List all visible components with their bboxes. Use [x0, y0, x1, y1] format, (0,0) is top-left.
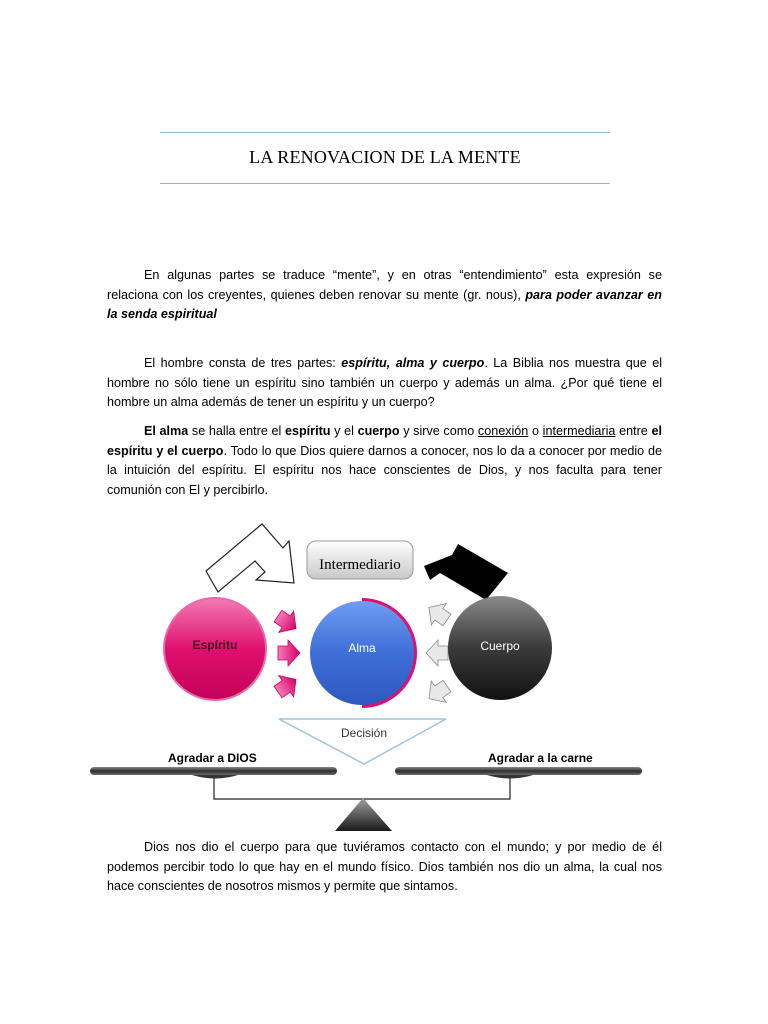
scale-fulcrum [335, 798, 392, 831]
left-scale-bar [90, 767, 337, 775]
decision-label: Decisión [340, 726, 388, 740]
paragraph-4: Dios nos dio el cuerpo para que tuviéramos contacto con el mundo; y por medio de él podemos percibir todo lo que hay en el mundo físico. Dios también nos dio un alma, la cual nos hace conscientes de nosotros mismos y permite que sintamos. [107, 840, 662, 893]
outline-arrow-left [206, 524, 294, 592]
intermediario-label: Intermediario [319, 557, 401, 573]
black-arrow-right [424, 544, 508, 600]
pink-arrows [271, 605, 304, 702]
page-title: LA RENOVACION DE LA MENTE [249, 147, 521, 167]
cuerpo-label: Cuerpo [480, 639, 520, 653]
paragraph-2: El hombre consta de tres partes: espíritu, alma y cuerpo. La Biblia nos muestra que el hombre no sólo tiene un espíritu sino también un cuerpo y además un alma. ¿Por qué tiene el hombre un alma además de tener un espíritu y un cuerpo? [107, 356, 662, 409]
scale-beam [214, 778, 510, 799]
alma-label: Alma [348, 641, 376, 655]
paragraph-1: En algunas partes se traduce “mente”, y en otras “entendimiento” esta expresión se relaciona con los creyentes, quienes deben renovar su mente (gr. nous), para poder avanzar en la senda espiritual [107, 268, 663, 321]
soul-diagram [0, 520, 768, 840]
left-scale-label: Agradar a DIOS [168, 751, 257, 765]
paragraph-3: El alma se halla entre el espíritu y el cuerpo y sirve como conexión o intermediaria entre el espíritu y el cuerpo. Todo lo que Dios quiere darnos a conocer, nos lo da a conocer por medio de la intuición del espíritu. El espíritu nos hace conscientes de Dios, y nos faculta para tener comunión con El y percibirlo. [107, 424, 662, 497]
right-scale-label: Agradar a la carne [488, 751, 593, 765]
title-bottom-rule [160, 183, 610, 184]
right-scale-bar [395, 767, 642, 775]
title-top-rule [160, 132, 610, 133]
espiritu-label: Espíritu [192, 638, 238, 652]
